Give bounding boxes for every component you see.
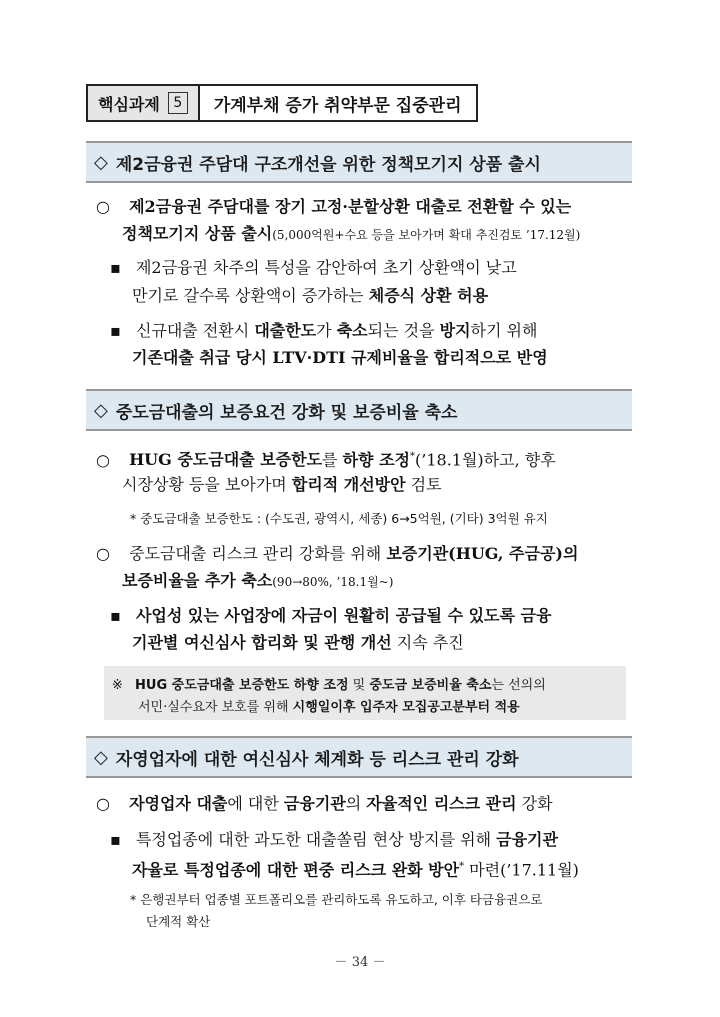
circle-bullet-icon: ○ [96,544,110,563]
sub-bullet-text: 제2금융권 차주의 특성을 감안하여 초기 상환액이 낮고 [135,258,517,277]
sub-bullet-line [132,632,464,654]
paragraph-text: (’18.1월)하고, 향후 [415,450,556,470]
paragraph-text: HUG 중도금대출 보증한도 [129,450,323,470]
footnote-mark: * [410,451,415,462]
sub-bullet-text: 방지 [439,321,471,340]
remark-text: 중도금 보증비율 축소 [369,678,492,693]
sub-bullet-line [110,257,517,279]
remark-text: 및 [348,678,370,693]
paragraph-note: (90→80%, ’18.1월~) [272,575,394,589]
remark-line [112,674,546,693]
sub-bullet-text: 특정업종에 대한 과도한 대출쏠림 현상 방지를 위해 [135,830,497,849]
remark-box [104,666,626,720]
task-tag-label: 핵심과제 [98,94,160,114]
paragraph-text: 자율적인 리스크 관리 [366,794,517,813]
task-header [86,84,478,122]
paragraph-text: 정책모기지 상품 출시 [122,224,273,243]
paragraph-line [96,543,578,565]
sub-bullet-text: 만기로 갈수록 상환액이 증가하는 [132,286,369,305]
paragraph-text: 에 대한 [227,794,284,813]
remark-text: 시행일이후 입주자 모집공고분부터 적용 [292,700,520,715]
paragraph-text: 보증기관(HUG, 주금공)의 [386,544,579,563]
circle-bullet-icon: ○ [96,197,110,216]
sub-bullet-text: 마련(’17.11월) [464,860,579,880]
paragraph-text: 를 [322,450,343,470]
remark-text: HUG 중도금대출 보증한도 하향 조정 [135,678,349,693]
sub-bullet-text: 하기 위해 [470,321,538,340]
square-bullet-icon: ▪ [110,830,121,849]
diamond-icon: ◇ [94,399,108,421]
footnote-mark: * [459,861,465,872]
task-number-box: 5 [168,92,188,114]
remark-text: 는 선의의 [491,678,546,693]
page-number: － 34 － [334,955,386,970]
footnote: 단계적 확산 [146,914,211,929]
section-title: 자영업자에 대한 여신심사 체계화 등 리스크 관리 강화 [115,749,519,770]
sub-bullet-text: 체증식 상환 허용 [368,286,489,305]
paragraph-line [122,223,580,246]
section-heading-2 [86,389,632,431]
sub-bullet-line [132,856,579,881]
sub-bullet-line [110,605,551,627]
remark-line [138,696,520,715]
sub-bullet-text: 신규대출 전환시 [135,321,255,340]
paragraph-text: 강화 [516,794,553,813]
sub-bullet-text: 대출한도 [254,321,317,340]
sub-bullet-text: 지속 추진 [391,633,464,652]
sub-bullet-text: 자율로 특정업종에 대한 편중 리스크 완화 방안 [132,860,460,880]
paragraph-text: 합리적 개선방안 [291,475,406,494]
circle-bullet-icon: ○ [96,450,110,470]
paragraph-text: 금융기관 [283,794,346,813]
reference-mark-icon: ※ [112,678,123,693]
section-heading-1 [86,141,632,183]
paragraph-line [122,570,393,593]
paragraph-text: 자영업자 대출 [129,794,228,813]
footnote: * 중도금대출 보증한도 : (수도권, 광역시, 세종) 6→5억원, (기타) 3억원 유지 [130,511,548,526]
diamond-icon: ◇ [94,746,108,768]
diamond-icon: ◇ [94,151,108,173]
square-bullet-icon: ▪ [110,258,121,277]
square-bullet-icon: ▪ [110,606,121,625]
remark-text: 서민·실수요자 보호를 위해 [138,700,293,715]
sub-bullet-line [110,829,558,851]
paragraph-note: (5,000억원+수요 등을 보아가며 확대 추진검토 ’17.12월) [272,228,581,242]
paragraph-text: 중도금대출 리스크 관리 강화를 위해 [129,544,387,563]
paragraph-text: 하향 조정 [342,450,410,470]
paragraph-text: 제2금융권 주담대를 장기 고정·분할상환 대출로 전환할 수 있는 [129,197,572,216]
section-heading-3 [86,736,632,778]
paragraph-text: 시장상황 등을 보아가며 [122,475,292,494]
sub-bullet-text: 축소 [336,321,368,340]
paragraph-text: 의 [345,794,367,813]
section-title: 중도금대출의 보증요건 강화 및 보증비율 축소 [115,402,458,423]
paragraph-text: 검토 [405,475,442,494]
sub-bullet-text: 되는 것을 [367,321,440,340]
task-title: 가계부채 증가 취약부문 집중관리 [200,84,478,122]
paragraph-line [96,793,553,815]
task-tag [86,84,200,122]
sub-bullet-text: 기존대출 취급 당시 LTV·DTI 규제비율을 합리적으로 반영 [132,348,548,367]
sub-bullet-text: 기관별 여신심사 합리화 및 관행 개선 [132,633,392,652]
footnote: * 은행권부터 업종별 포트폴리오를 관리하도록 유도하고, 이후 타금융권으로 [130,892,543,907]
sub-bullet-text: 가 [316,321,337,340]
square-bullet-icon: ▪ [110,321,121,340]
paragraph-text: 보증비율을 추가 축소 [122,571,273,590]
circle-bullet-icon: ○ [96,794,110,813]
paragraph-line [122,474,442,496]
paragraph-line [96,446,556,471]
sub-bullet-line [132,347,548,369]
sub-bullet-text: 금융기관 [496,830,558,849]
sub-bullet-line [132,285,488,307]
section-title: 제2금융권 주담대 구조개선을 위한 정책모기지 상품 출시 [115,154,541,175]
sub-bullet-line [110,320,537,342]
sub-bullet-text: 사업성 있는 사업장에 자금이 원활히 공급될 수 있도록 금융 [135,606,552,625]
paragraph-line [96,196,571,218]
